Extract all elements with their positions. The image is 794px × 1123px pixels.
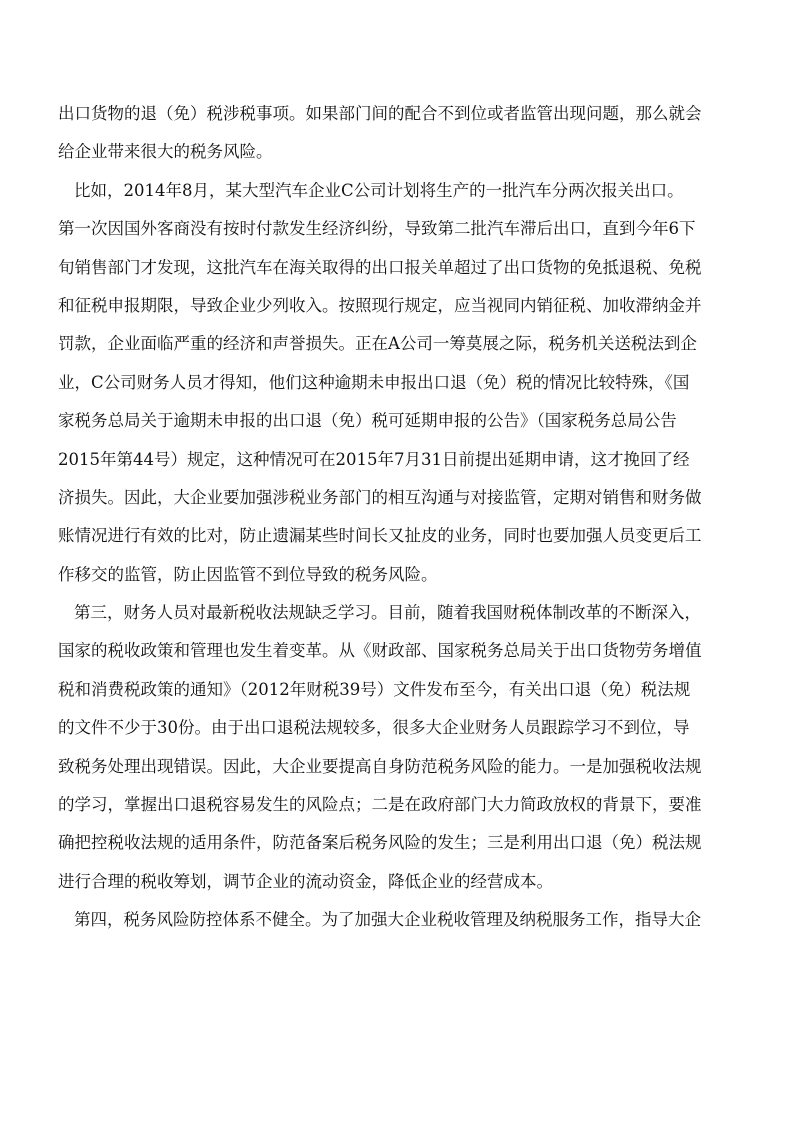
text-line: 业，C公司财务人员才得知，他们这种逾期未申报出口退（免）税的情况比较特殊，《国 bbox=[58, 372, 690, 392]
text-line: 第一次因国外客商没有按时付款发生经济纠纷，导致第二批汽车滞后出口，直到今年6下 bbox=[58, 219, 696, 239]
document-body bbox=[58, 95, 738, 940]
text-line: 旬销售部门才发现，这批汽车在海关取得的出口报关单超过了出口货物的免抵退税、免税 bbox=[58, 257, 702, 277]
text-line: 罚款，企业面临严重的经济和声誉损失。正在A公司一筹莫展之际，税务机关送税法到企 bbox=[58, 334, 697, 354]
text-line: 的文件不少于30份。由于出口退税法规较多，很多大企业财务人员跟踪学习不到位，导 bbox=[58, 718, 690, 738]
paragraph-start-line: 比如，2014年8月，某大型汽车企业C公司计划将生产的一批汽车分两次报关出口。 bbox=[74, 180, 684, 200]
text-line: 济损失。因此，大企业要加强涉税业务部门的相互沟通与对接监管，定期对销售和财务做 bbox=[58, 487, 702, 507]
text-line: 给企业带来很大的税务风险。 bbox=[58, 142, 273, 162]
text-line: 和征税申报期限，导致企业少列收入。按照现行规定，应当视同内销征税、加收滞纳金并 bbox=[58, 295, 702, 315]
text-line: 账情况进行有效的比对，防止遗漏某些时间长又扯皮的业务，同时也要加强人员变更后工 bbox=[58, 526, 702, 546]
text-line: 作移交的监管，防止因监管不到位导致的税务风险。 bbox=[58, 564, 438, 584]
text-line: 进行合理的税收筹划，调节企业的流动资金，降低企业的经营成本。 bbox=[58, 871, 553, 891]
text-line: 国家的税收政策和管理也发生着变革。从《财政部、国家税务总局关于出口货物劳务增值 bbox=[58, 641, 702, 661]
paragraph-start-line: 第三，财务人员对最新税收法规缺乏学习。目前，随着我国财税体制改革的不断深入， bbox=[74, 603, 701, 623]
paragraph-start-line: 第四，税务风险防控体系不健全。为了加强大企业税收管理及纳税服务工作，指导大企 bbox=[74, 910, 701, 930]
text-line: 家税务总局关于逾期未申报的出口退（免）税可延期申报的公告》（国家税务总局公告 bbox=[58, 411, 677, 431]
text-line: 的学习，掌握出口退税容易发生的风险点；二是在政府部门大力简政放权的背景下，要准 bbox=[58, 795, 702, 815]
text-line: 致税务处理出现错误。因此，大企业要提高自身防范税务风险的能力。一是加强税收法规 bbox=[58, 756, 702, 776]
text-line: 税和消费税政策的通知》（2012年财税39号）文件发布至今，有关出口退（免）税法规 bbox=[58, 679, 691, 699]
text-line: 2015年第44号）规定，这种情况可在2015年7月31日前提出延期申请，这才挽回了经 bbox=[58, 449, 690, 469]
text-line: 确把控税收法规的适用条件，防范备案后税务风险的发生；三是利用出口退（免）税法规 bbox=[58, 833, 702, 853]
text-line: 出口货物的退（免）税涉税事项。如果部门间的配合不到位或者监管出现问题，那么就会 bbox=[58, 104, 702, 123]
